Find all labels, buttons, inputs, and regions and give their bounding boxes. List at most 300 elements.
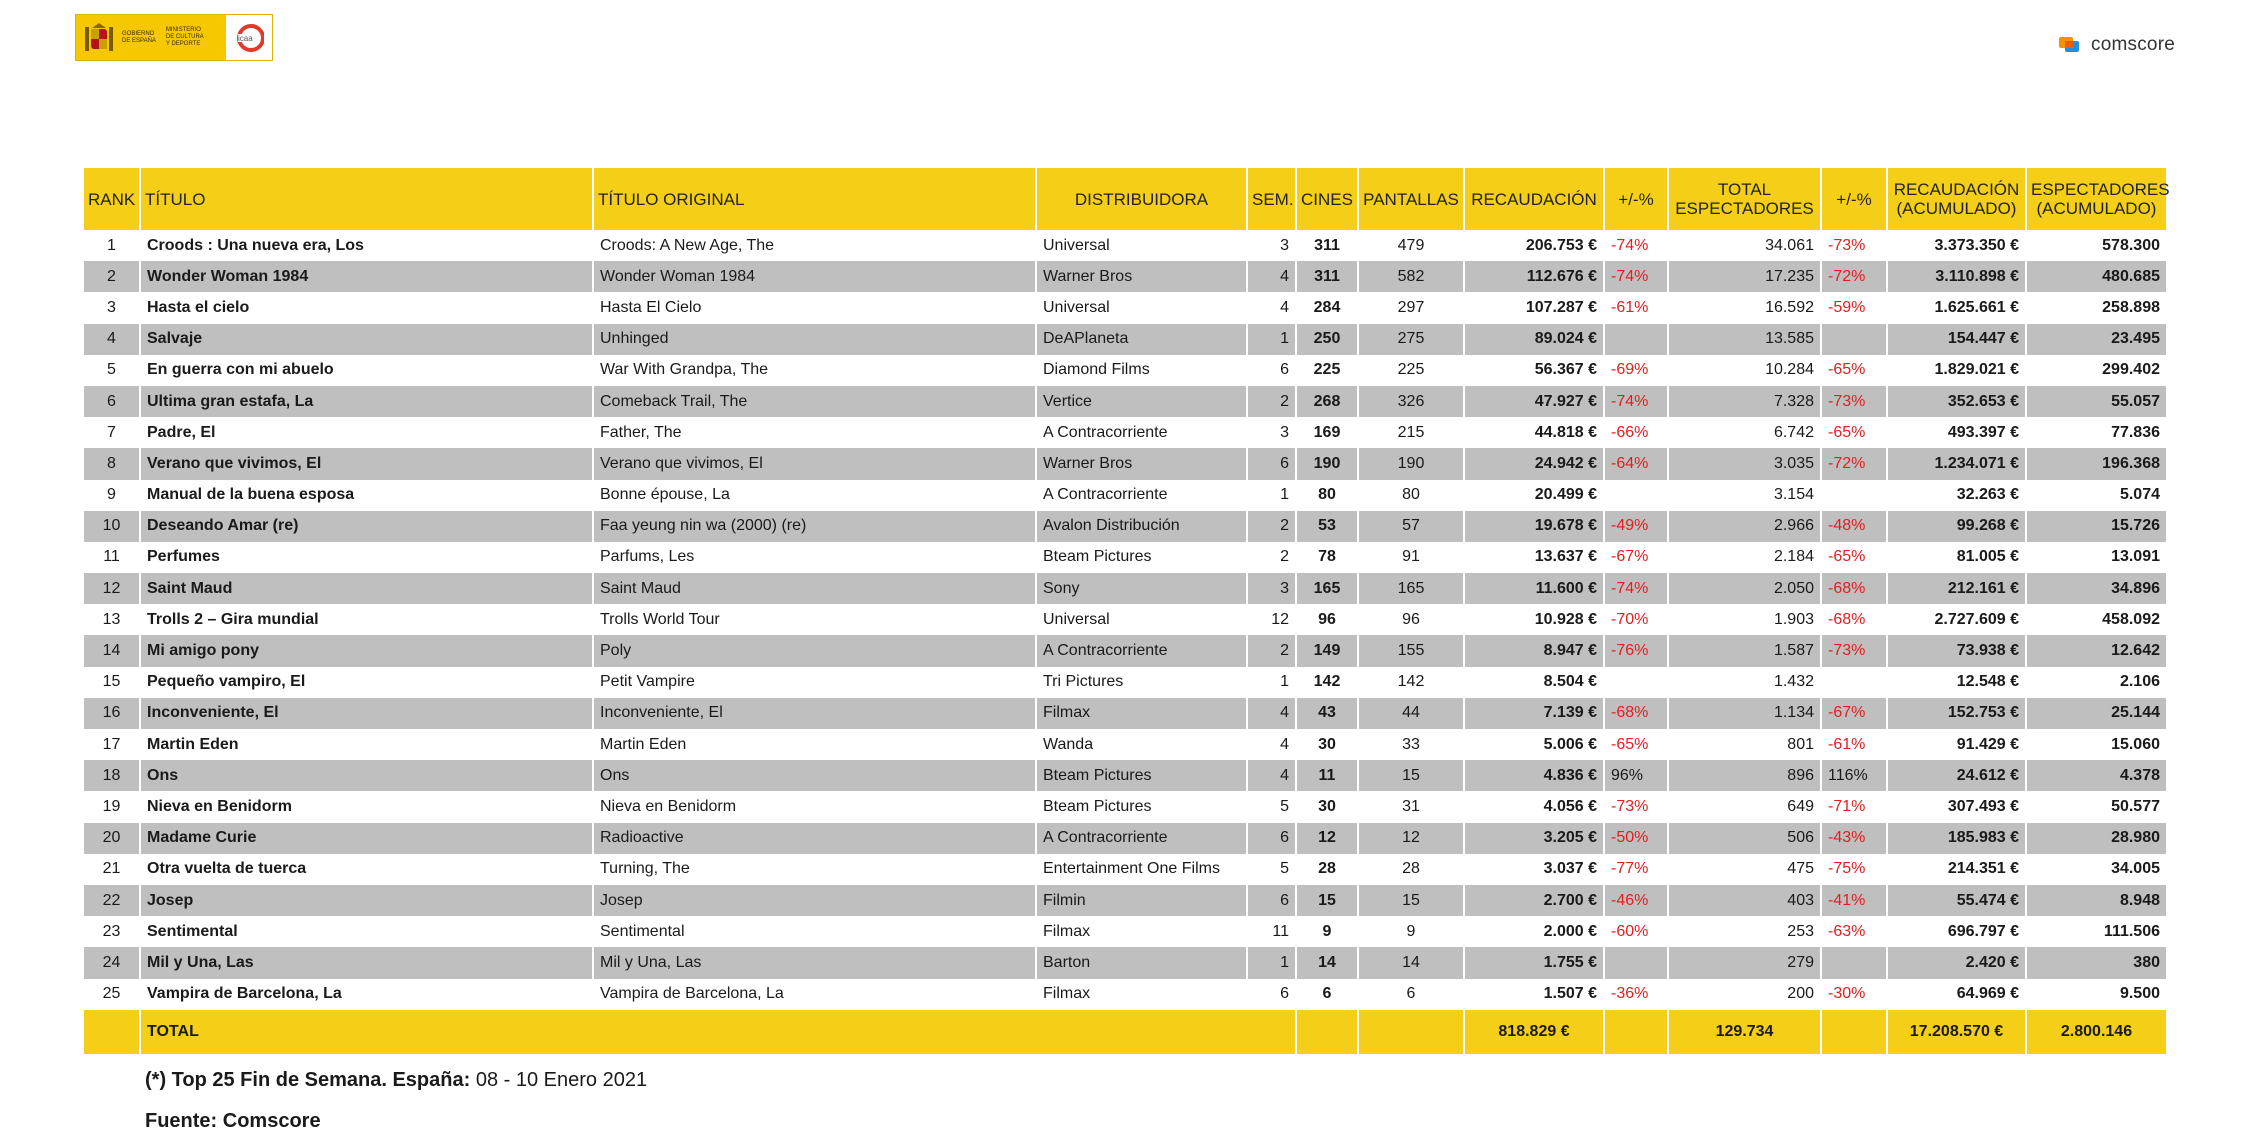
cell-semanas: 4: [1247, 729, 1296, 760]
cell-distribuidora: A Contracorriente: [1036, 480, 1247, 511]
cell-cines: 43: [1296, 698, 1358, 729]
cell-cines: 250: [1296, 324, 1358, 355]
svg-text:icaa: icaa: [238, 33, 253, 43]
cell-cines: 28: [1296, 854, 1358, 885]
total-label: TOTAL: [140, 1010, 1296, 1054]
cell-pantallas: 96: [1358, 604, 1464, 635]
cell-semanas: 6: [1247, 885, 1296, 916]
col-recaudacion: RECAUDACIÓN: [1464, 168, 1604, 230]
cell-titulo: Verano que vivimos, El: [140, 448, 593, 479]
table-row: [84, 261, 2167, 292]
cell-rank: 3: [84, 292, 140, 323]
cell-titulo-original: Croods: A New Age, The: [593, 230, 1036, 261]
cell-recaudacion-acumulado: 1.234.071 €: [1887, 448, 2026, 479]
cell-distribuidora: Tri Pictures: [1036, 667, 1247, 698]
cell-espectadores: 896: [1668, 760, 1821, 791]
cell-var-espectadores: -73%: [1821, 635, 1887, 666]
cell-recaudacion: 56.367 €: [1464, 355, 1604, 386]
cell-var-recaudacion: -67%: [1604, 542, 1668, 573]
cell-titulo-original: Inconveniente, El: [593, 698, 1036, 729]
cell-rank: 8: [84, 448, 140, 479]
cell-cines: 169: [1296, 417, 1358, 448]
source-note: Fuente: Comscore: [145, 1110, 321, 1132]
cell-semanas: 3: [1247, 573, 1296, 604]
cell-recaudacion: 2.700 €: [1464, 885, 1604, 916]
cell-pantallas: 9: [1358, 916, 1464, 947]
table-row: [84, 292, 2167, 323]
ministerio-text: [166, 27, 204, 48]
cell-var-espectadores: -72%: [1821, 261, 1887, 292]
cell-cines: 190: [1296, 448, 1358, 479]
cell-titulo: Ons: [140, 760, 593, 791]
cell-espectadores-acumulado: 25.144: [2026, 698, 2167, 729]
cell-var-espectadores: -59%: [1821, 292, 1887, 323]
cell-recaudacion: 4.056 €: [1464, 791, 1604, 822]
table-row: [84, 417, 2167, 448]
cell-titulo-original: Radioactive: [593, 823, 1036, 854]
cell-var-espectadores: -73%: [1821, 386, 1887, 417]
cell-recaudacion: 107.287 €: [1464, 292, 1604, 323]
col-esp-acum-line2: (ACUMULADO): [2036, 199, 2157, 218]
cell-espectadores-acumulado: 8.948: [2026, 885, 2167, 916]
cell-var-espectadores: -61%: [1821, 729, 1887, 760]
cell-recaudacion: 89.024 €: [1464, 324, 1604, 355]
cell-recaudacion-acumulado: 3.110.898 €: [1887, 261, 2026, 292]
cell-espectadores-acumulado: 34.005: [2026, 854, 2167, 885]
cell-cines: 311: [1296, 230, 1358, 261]
cell-distribuidora: A Contracorriente: [1036, 823, 1247, 854]
cell-cines: 53: [1296, 511, 1358, 542]
cell-espectadores-acumulado: 380: [2026, 947, 2167, 978]
coat-of-arms-icon: [82, 21, 116, 55]
cell-rank: 14: [84, 635, 140, 666]
cell-titulo: Manual de la buena esposa: [140, 480, 593, 511]
table-row: [84, 947, 2167, 978]
cell-distribuidora: Bteam Pictures: [1036, 542, 1247, 573]
cell-var-espectadores: -65%: [1821, 417, 1887, 448]
cell-pantallas: 165: [1358, 573, 1464, 604]
cell-distribuidora: Universal: [1036, 230, 1247, 261]
cell-semanas: 1: [1247, 480, 1296, 511]
cell-rank: 13: [84, 604, 140, 635]
cell-cines: 80: [1296, 480, 1358, 511]
footnote: [145, 1069, 647, 1092]
cell-espectadores-acumulado: 196.368: [2026, 448, 2167, 479]
cell-espectadores: 253: [1668, 916, 1821, 947]
cell-espectadores: 16.592: [1668, 292, 1821, 323]
col-recaudacion-acumulado: [1887, 168, 2026, 230]
cell-distribuidora: Filmin: [1036, 885, 1247, 916]
cell-recaudacion: 112.676 €: [1464, 261, 1604, 292]
cell-distribuidora: Universal: [1036, 292, 1247, 323]
cell-var-recaudacion: -69%: [1604, 355, 1668, 386]
cell-var-espectadores: -67%: [1821, 698, 1887, 729]
cell-espectadores-acumulado: 55.057: [2026, 386, 2167, 417]
cell-cines: 9: [1296, 916, 1358, 947]
cell-recaudacion-acumulado: 152.753 €: [1887, 698, 2026, 729]
cell-recaudacion-acumulado: 3.373.350 €: [1887, 230, 2026, 261]
total-empty-cines: [1296, 1010, 1358, 1054]
cell-rank: 15: [84, 667, 140, 698]
cell-var-recaudacion: 96%: [1604, 760, 1668, 791]
cell-pantallas: 14: [1358, 947, 1464, 978]
col-total-espectadores-line2: ESPECTADORES: [1675, 199, 1814, 218]
col-var-recaudacion: +/-%: [1604, 168, 1668, 230]
cell-titulo-original: Saint Maud: [593, 573, 1036, 604]
cell-titulo-original: Comeback Trail, The: [593, 386, 1036, 417]
cell-rank: 25: [84, 979, 140, 1010]
cell-titulo: Pequeño vampiro, El: [140, 667, 593, 698]
cell-var-recaudacion: -73%: [1604, 791, 1668, 822]
cell-titulo-original: Nieva en Benidorm: [593, 791, 1036, 822]
cell-distribuidora: Sony: [1036, 573, 1247, 604]
cell-titulo: Wonder Woman 1984: [140, 261, 593, 292]
cell-var-recaudacion: -36%: [1604, 979, 1668, 1010]
table-row: [84, 823, 2167, 854]
cell-recaudacion: 11.600 €: [1464, 573, 1604, 604]
table-row: [84, 230, 2167, 261]
cell-recaudacion-acumulado: 64.969 €: [1887, 979, 2026, 1010]
cell-espectadores: 279: [1668, 947, 1821, 978]
cell-pantallas: 33: [1358, 729, 1464, 760]
cell-pantallas: 31: [1358, 791, 1464, 822]
total-empty-var2: [1821, 1010, 1887, 1054]
table-row: [84, 635, 2167, 666]
cell-pantallas: 190: [1358, 448, 1464, 479]
cell-recaudacion: 1.755 €: [1464, 947, 1604, 978]
cell-espectadores: 3.035: [1668, 448, 1821, 479]
cell-rank: 9: [84, 480, 140, 511]
comscore-icon: [2059, 34, 2085, 56]
cell-pantallas: 6: [1358, 979, 1464, 1010]
cell-titulo-original: Josep: [593, 885, 1036, 916]
cell-espectadores-acumulado: 28.980: [2026, 823, 2167, 854]
cell-espectadores: 801: [1668, 729, 1821, 760]
cell-titulo-original: Father, The: [593, 417, 1036, 448]
cell-semanas: 2: [1247, 542, 1296, 573]
col-rank: RANK: [84, 168, 140, 230]
cell-pantallas: 225: [1358, 355, 1464, 386]
cell-espectadores: 6.742: [1668, 417, 1821, 448]
cell-var-recaudacion: -49%: [1604, 511, 1668, 542]
cell-titulo: Josep: [140, 885, 593, 916]
cell-titulo-original: Hasta El Cielo: [593, 292, 1036, 323]
cell-cines: 165: [1296, 573, 1358, 604]
cell-espectadores: 1.587: [1668, 635, 1821, 666]
cell-cines: 311: [1296, 261, 1358, 292]
cell-semanas: 11: [1247, 916, 1296, 947]
cell-cines: 30: [1296, 791, 1358, 822]
col-titulo: TÍTULO: [140, 168, 593, 230]
cell-espectadores: 10.284: [1668, 355, 1821, 386]
cell-recaudacion: 3.205 €: [1464, 823, 1604, 854]
cell-semanas: 12: [1247, 604, 1296, 635]
cell-espectadores: 3.154: [1668, 480, 1821, 511]
cell-recaudacion-acumulado: 24.612 €: [1887, 760, 2026, 791]
icaa-icon: [234, 20, 264, 56]
table-row: [84, 979, 2167, 1010]
cell-recaudacion-acumulado: 352.653 €: [1887, 386, 2026, 417]
cell-espectadores-acumulado: 2.106: [2026, 667, 2167, 698]
cell-var-espectadores: -65%: [1821, 542, 1887, 573]
cell-rank: 21: [84, 854, 140, 885]
cell-recaudacion-acumulado: 154.447 €: [1887, 324, 2026, 355]
cell-titulo-original: Ons: [593, 760, 1036, 791]
cell-pantallas: 15: [1358, 760, 1464, 791]
comscore-logo: [2059, 34, 2175, 56]
cell-recaudacion: 19.678 €: [1464, 511, 1604, 542]
cell-titulo-original: Martin Eden: [593, 729, 1036, 760]
cell-var-espectadores: -75%: [1821, 854, 1887, 885]
total-empty-rank: [84, 1010, 140, 1054]
table-row: [84, 448, 2167, 479]
cell-rank: 10: [84, 511, 140, 542]
gobierno-espana-badge: [76, 15, 226, 60]
footnote-label: (*) Top 25 Fin de Semana. España:: [145, 1069, 471, 1091]
total-empty-var1: [1604, 1010, 1668, 1054]
cell-pantallas: 155: [1358, 635, 1464, 666]
cell-var-recaudacion: -74%: [1604, 261, 1668, 292]
cell-rank: 6: [84, 386, 140, 417]
cell-var-recaudacion: -70%: [1604, 604, 1668, 635]
table-row: [84, 542, 2167, 573]
cell-cines: 15: [1296, 885, 1358, 916]
cell-titulo-original: Petit Vampire: [593, 667, 1036, 698]
cell-rank: 7: [84, 417, 140, 448]
cell-recaudacion-acumulado: 32.263 €: [1887, 480, 2026, 511]
total-empty-pantallas: [1358, 1010, 1464, 1054]
cell-recaudacion: 24.942 €: [1464, 448, 1604, 479]
cell-var-recaudacion: [1604, 667, 1668, 698]
cell-titulo-original: Parfums, Les: [593, 542, 1036, 573]
cell-titulo-original: Turning, The: [593, 854, 1036, 885]
cell-titulo: Hasta el cielo: [140, 292, 593, 323]
table-row: [84, 355, 2167, 386]
cell-rank: 20: [84, 823, 140, 854]
cell-distribuidora: A Contracorriente: [1036, 635, 1247, 666]
cell-cines: 96: [1296, 604, 1358, 635]
cell-espectadores: 13.585: [1668, 324, 1821, 355]
table-row: [84, 324, 2167, 355]
cell-semanas: 5: [1247, 791, 1296, 822]
cell-recaudacion-acumulado: 696.797 €: [1887, 916, 2026, 947]
cell-espectadores: 200: [1668, 979, 1821, 1010]
cell-distribuidora: Diamond Films: [1036, 355, 1247, 386]
cell-espectadores: 506: [1668, 823, 1821, 854]
cell-semanas: 6: [1247, 823, 1296, 854]
cell-titulo: Mi amigo pony: [140, 635, 593, 666]
table-row: [84, 667, 2167, 698]
cell-titulo-original: Vampira de Barcelona, La: [593, 979, 1036, 1010]
cell-recaudacion: 206.753 €: [1464, 230, 1604, 261]
cell-pantallas: 297: [1358, 292, 1464, 323]
cell-var-recaudacion: -60%: [1604, 916, 1668, 947]
cell-var-recaudacion: -65%: [1604, 729, 1668, 760]
cell-var-espectadores: -73%: [1821, 230, 1887, 261]
cell-cines: 284: [1296, 292, 1358, 323]
cell-espectadores: 1.903: [1668, 604, 1821, 635]
cell-espectadores-acumulado: 9.500: [2026, 979, 2167, 1010]
cell-var-espectadores: -68%: [1821, 573, 1887, 604]
cell-rank: 19: [84, 791, 140, 822]
cell-rank: 12: [84, 573, 140, 604]
ministry-line-2: DE CULTURA: [165, 34, 204, 40]
table-row: [84, 916, 2167, 947]
cell-recaudacion: 13.637 €: [1464, 542, 1604, 573]
cell-var-recaudacion: -74%: [1604, 573, 1668, 604]
cell-pantallas: 44: [1358, 698, 1464, 729]
cell-var-recaudacion: -77%: [1604, 854, 1668, 885]
cell-var-espectadores: -41%: [1821, 885, 1887, 916]
col-titulo-original: TÍTULO ORIGINAL: [593, 168, 1036, 230]
col-total-espectadores: [1668, 168, 1821, 230]
cell-semanas: 4: [1247, 760, 1296, 791]
cell-espectadores: 649: [1668, 791, 1821, 822]
cell-semanas: 6: [1247, 979, 1296, 1010]
cell-recaudacion: 20.499 €: [1464, 480, 1604, 511]
cell-semanas: 4: [1247, 292, 1296, 323]
cell-espectadores-acumulado: 77.836: [2026, 417, 2167, 448]
cell-titulo: En guerra con mi abuelo: [140, 355, 593, 386]
cell-espectadores-acumulado: 480.685: [2026, 261, 2167, 292]
cell-espectadores-acumulado: 13.091: [2026, 542, 2167, 573]
col-var-espectadores: +/-%: [1821, 168, 1887, 230]
col-rec-acum-line1: RECAUDACIÓN: [1893, 180, 2020, 199]
cell-cines: 268: [1296, 386, 1358, 417]
cell-titulo: Otra vuelta de tuerca: [140, 854, 593, 885]
cell-titulo: Sentimental: [140, 916, 593, 947]
table-row: [84, 604, 2167, 635]
cell-pantallas: 80: [1358, 480, 1464, 511]
cell-var-espectadores: -63%: [1821, 916, 1887, 947]
col-semanas: SEM.: [1247, 168, 1296, 230]
cell-titulo: Vampira de Barcelona, La: [140, 979, 593, 1010]
cell-pantallas: 275: [1358, 324, 1464, 355]
cell-recaudacion-acumulado: 493.397 €: [1887, 417, 2026, 448]
cell-espectadores: 17.235: [1668, 261, 1821, 292]
cell-var-recaudacion: -50%: [1604, 823, 1668, 854]
cell-recaudacion: 44.818 €: [1464, 417, 1604, 448]
table-row: [84, 511, 2167, 542]
cell-rank: 18: [84, 760, 140, 791]
cell-rank: 1: [84, 230, 140, 261]
cell-recaudacion-acumulado: 2.420 €: [1887, 947, 2026, 978]
cell-var-recaudacion: -61%: [1604, 292, 1668, 323]
cell-pantallas: 215: [1358, 417, 1464, 448]
cell-var-espectadores: -30%: [1821, 979, 1887, 1010]
cell-titulo: Trolls 2 – Gira mundial: [140, 604, 593, 635]
table-row: [84, 480, 2167, 511]
col-cines: CINES: [1296, 168, 1358, 230]
cell-titulo: Padre, El: [140, 417, 593, 448]
cell-titulo: Saint Maud: [140, 573, 593, 604]
cell-recaudacion-acumulado: 214.351 €: [1887, 854, 2026, 885]
cell-cines: 6: [1296, 979, 1358, 1010]
table-body: [84, 230, 2167, 1010]
cell-espectadores-acumulado: 50.577: [2026, 791, 2167, 822]
cell-var-recaudacion: -76%: [1604, 635, 1668, 666]
cell-recaudacion: 3.037 €: [1464, 854, 1604, 885]
cell-espectadores: 7.328: [1668, 386, 1821, 417]
table-row: [84, 791, 2167, 822]
cell-recaudacion-acumulado: 185.983 €: [1887, 823, 2026, 854]
cell-rank: 24: [84, 947, 140, 978]
cell-espectadores-acumulado: 299.402: [2026, 355, 2167, 386]
cell-var-recaudacion: -66%: [1604, 417, 1668, 448]
cell-titulo: Madame Curie: [140, 823, 593, 854]
cell-titulo: Martin Eden: [140, 729, 593, 760]
cell-titulo-original: Verano que vivimos, El: [593, 448, 1036, 479]
cell-semanas: 1: [1247, 667, 1296, 698]
cell-rank: 5: [84, 355, 140, 386]
table-row: [84, 386, 2167, 417]
cell-recaudacion-acumulado: 73.938 €: [1887, 635, 2026, 666]
cell-espectadores: 2.184: [1668, 542, 1821, 573]
cell-titulo-original: Trolls World Tour: [593, 604, 1036, 635]
cell-distribuidora: Vertice: [1036, 386, 1247, 417]
cell-recaudacion: 5.006 €: [1464, 729, 1604, 760]
cell-rank: 22: [84, 885, 140, 916]
cell-titulo: Salvaje: [140, 324, 593, 355]
cell-cines: 12: [1296, 823, 1358, 854]
cell-espectadores: 475: [1668, 854, 1821, 885]
cell-cines: 78: [1296, 542, 1358, 573]
cell-var-espectadores: [1821, 480, 1887, 511]
box-office-table: [84, 168, 2168, 1054]
cell-espectadores-acumulado: 12.642: [2026, 635, 2167, 666]
cell-titulo-original: Faa yeung nin wa (2000) (re): [593, 511, 1036, 542]
government-logo: [75, 14, 273, 61]
cell-pantallas: 12: [1358, 823, 1464, 854]
cell-recaudacion: 7.139 €: [1464, 698, 1604, 729]
cell-espectadores-acumulado: 578.300: [2026, 230, 2167, 261]
cell-rank: 16: [84, 698, 140, 729]
cell-semanas: 5: [1247, 854, 1296, 885]
cell-var-espectadores: [1821, 947, 1887, 978]
cell-distribuidora: Wanda: [1036, 729, 1247, 760]
cell-pantallas: 15: [1358, 885, 1464, 916]
cell-semanas: 1: [1247, 947, 1296, 978]
table-row: [84, 729, 2167, 760]
total-espectadores: 129.734: [1668, 1010, 1821, 1054]
cell-recaudacion-acumulado: 212.161 €: [1887, 573, 2026, 604]
cell-distribuidora: Filmax: [1036, 916, 1247, 947]
cell-cines: 14: [1296, 947, 1358, 978]
cell-pantallas: 326: [1358, 386, 1464, 417]
cell-espectadores-acumulado: 258.898: [2026, 292, 2167, 323]
table-header-row: [84, 168, 2167, 230]
cell-espectadores: 1.432: [1668, 667, 1821, 698]
cell-var-recaudacion: [1604, 324, 1668, 355]
cell-semanas: 4: [1247, 261, 1296, 292]
cell-var-espectadores: [1821, 324, 1887, 355]
cell-recaudacion-acumulado: 307.493 €: [1887, 791, 2026, 822]
cell-espectadores: 34.061: [1668, 230, 1821, 261]
cell-var-recaudacion: -46%: [1604, 885, 1668, 916]
table-row: [84, 854, 2167, 885]
col-distribuidora: DISTRIBUIDORA: [1036, 168, 1247, 230]
gov-line-1: GOBIERNO: [122, 30, 155, 37]
comscore-wordmark: comscore: [2091, 34, 2175, 55]
col-rec-acum-line2: (ACUMULADO): [1896, 199, 2017, 218]
cell-titulo-original: Mil y Una, Las: [593, 947, 1036, 978]
cell-titulo: Deseando Amar (re): [140, 511, 593, 542]
cell-var-espectadores: -71%: [1821, 791, 1887, 822]
footnote-dates: 08 - 10 Enero 2021: [470, 1069, 648, 1091]
cell-pantallas: 57: [1358, 511, 1464, 542]
cell-var-recaudacion: -74%: [1604, 386, 1668, 417]
total-recaudacion-acumulado: 17.208.570 €: [1887, 1010, 2026, 1054]
